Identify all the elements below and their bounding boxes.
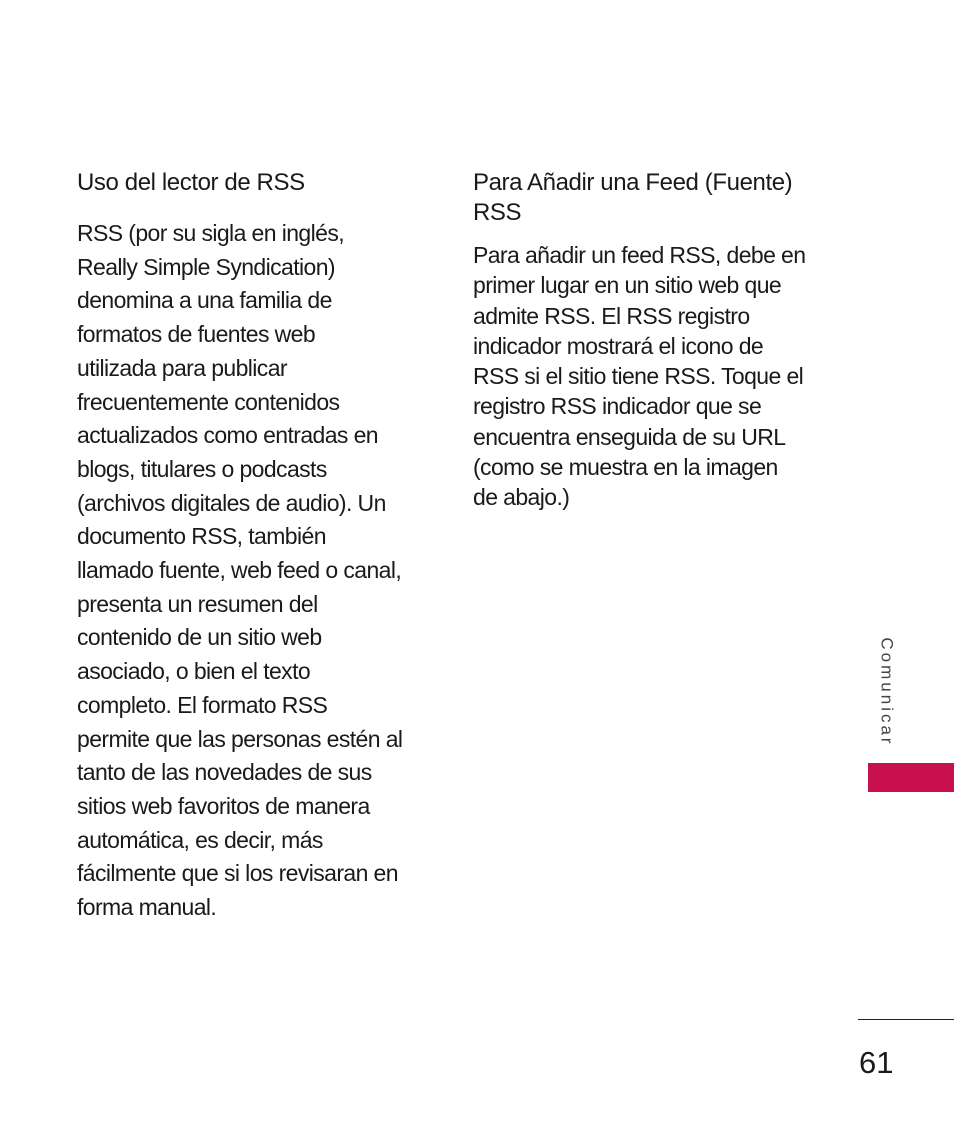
text-line: documento RSS, también [77, 523, 326, 550]
section-tab-marker [868, 763, 954, 792]
text-line: presenta un resumen del [77, 590, 318, 617]
right-column [473, 168, 833, 513]
text-line: (como se muestra en la imagen [473, 454, 778, 481]
text-line: contenido de un sitio web [77, 624, 322, 651]
text-line: RSS (por su sigla en inglés, [77, 220, 345, 246]
text-line: fácilmente que si los revisaran en [77, 860, 398, 887]
heading-line: Para Añadir una Feed (Fuente) [473, 169, 793, 196]
text-line: encuentra enseguida de su URL [473, 423, 786, 450]
text-line: forma manual. [77, 894, 217, 921]
text-line: admite RSS. El RSS registro [473, 302, 750, 329]
rss-reader-heading: Uso del lector de RSS [77, 169, 305, 196]
text-line: frecuentemente contenidos [77, 388, 340, 415]
rss-reader-paragraph [77, 217, 437, 925]
text-line: de abajo.) [473, 484, 570, 511]
page-number: 61 [859, 1045, 894, 1080]
text-line: denomina a una familia de [77, 287, 332, 314]
text-line: llamado fuente, web feed o canal, [77, 557, 402, 584]
text-line: automática, es decir, más [77, 826, 323, 853]
text-line: (archivos digitales de audio). Un [77, 489, 386, 516]
add-feed-paragraph [473, 240, 833, 513]
text-line: primer lugar en un sitio web que [473, 272, 782, 299]
text-line: completo. El formato RSS [77, 691, 328, 718]
text-line: asociado, o bien el texto [77, 658, 311, 685]
text-line: blogs, titulares o podcasts [77, 455, 327, 482]
footer-divider [858, 1019, 954, 1020]
section-label-text: Comunicar [878, 637, 898, 747]
text-line: registro RSS indicador que se [473, 393, 762, 420]
left-column [77, 168, 437, 925]
text-line: RSS si el sitio tiene RSS. Toque el [473, 363, 804, 390]
text-line: sitios web favoritos de manera [77, 792, 370, 819]
text-line: Really Simple Syndication) [77, 253, 335, 280]
text-line: actualizados como entradas en [77, 422, 378, 449]
heading-line: RSS [473, 199, 522, 226]
text-line: formatos de fuentes web [77, 321, 316, 348]
text-line: permite que las personas estén al [77, 725, 403, 752]
text-line: indicador mostrará el icono de [473, 332, 764, 359]
text-line: Para añadir un feed RSS, debe en [473, 242, 806, 268]
text-line: utilizada para publicar [77, 354, 287, 381]
add-feed-heading [473, 168, 833, 228]
section-side-label [857, 628, 917, 756]
text-line: tanto de las novedades de sus [77, 759, 372, 786]
